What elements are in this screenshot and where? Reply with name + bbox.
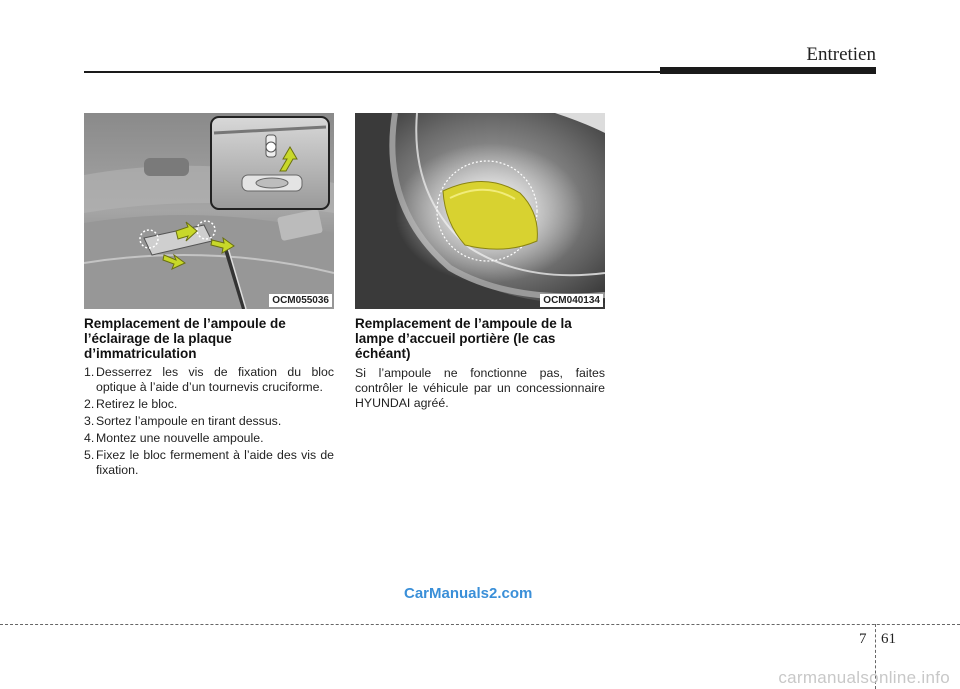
section-heading-door-lamp: Remplacement de l’ampoule de la lampe d’accueil portière (le cas échéant) bbox=[355, 316, 572, 361]
door-lamp-paragraph: Si l’ampoule ne fonctionne pas, faites contrôler le véhicule par un concessionnaire HYUNDAI agréé. bbox=[355, 366, 605, 410]
watermark-link[interactable]: CarManuals2.com bbox=[404, 585, 533, 602]
figure-code: OCM040134 bbox=[540, 294, 603, 307]
chapter-number: 7 bbox=[859, 631, 867, 647]
list-item: 1. Desserrez les vis de fixation du bloc optique à l’aide d’un tournevis cruciforme. bbox=[84, 365, 334, 394]
list-item: 3. Sortez l’ampoule en tirant dessus. bbox=[84, 414, 282, 428]
list-item: 4. Montez une nouvelle ampoule. bbox=[84, 431, 264, 445]
list-item: 2. Retirez le bloc. bbox=[84, 397, 178, 411]
header-rule-thick bbox=[660, 67, 876, 74]
instruction-list bbox=[84, 365, 334, 480]
bulb-detail-inset bbox=[211, 117, 329, 209]
section-heading-plate-lamp: Remplacement de l’ampoule de l’éclairage de la plaque d’immatriculation bbox=[84, 316, 286, 361]
page-header-title: Entretien bbox=[806, 44, 876, 65]
site-watermark: carmanualsonline.info bbox=[778, 668, 950, 687]
door-courtesy-lamp-figure bbox=[355, 113, 605, 309]
figure-code: OCM055036 bbox=[269, 294, 332, 307]
page-number: 61 bbox=[881, 631, 896, 647]
license-plate-lamp-illustration bbox=[84, 113, 334, 309]
license-plate-lamp-figure bbox=[84, 113, 334, 309]
door-courtesy-lamp-illustration bbox=[355, 113, 605, 309]
header-rule-thin bbox=[84, 71, 660, 73]
list-item: 5. Fixez le bloc fermement à l’aide des vis de fixation. bbox=[84, 448, 334, 477]
footer-rule bbox=[0, 624, 960, 625]
